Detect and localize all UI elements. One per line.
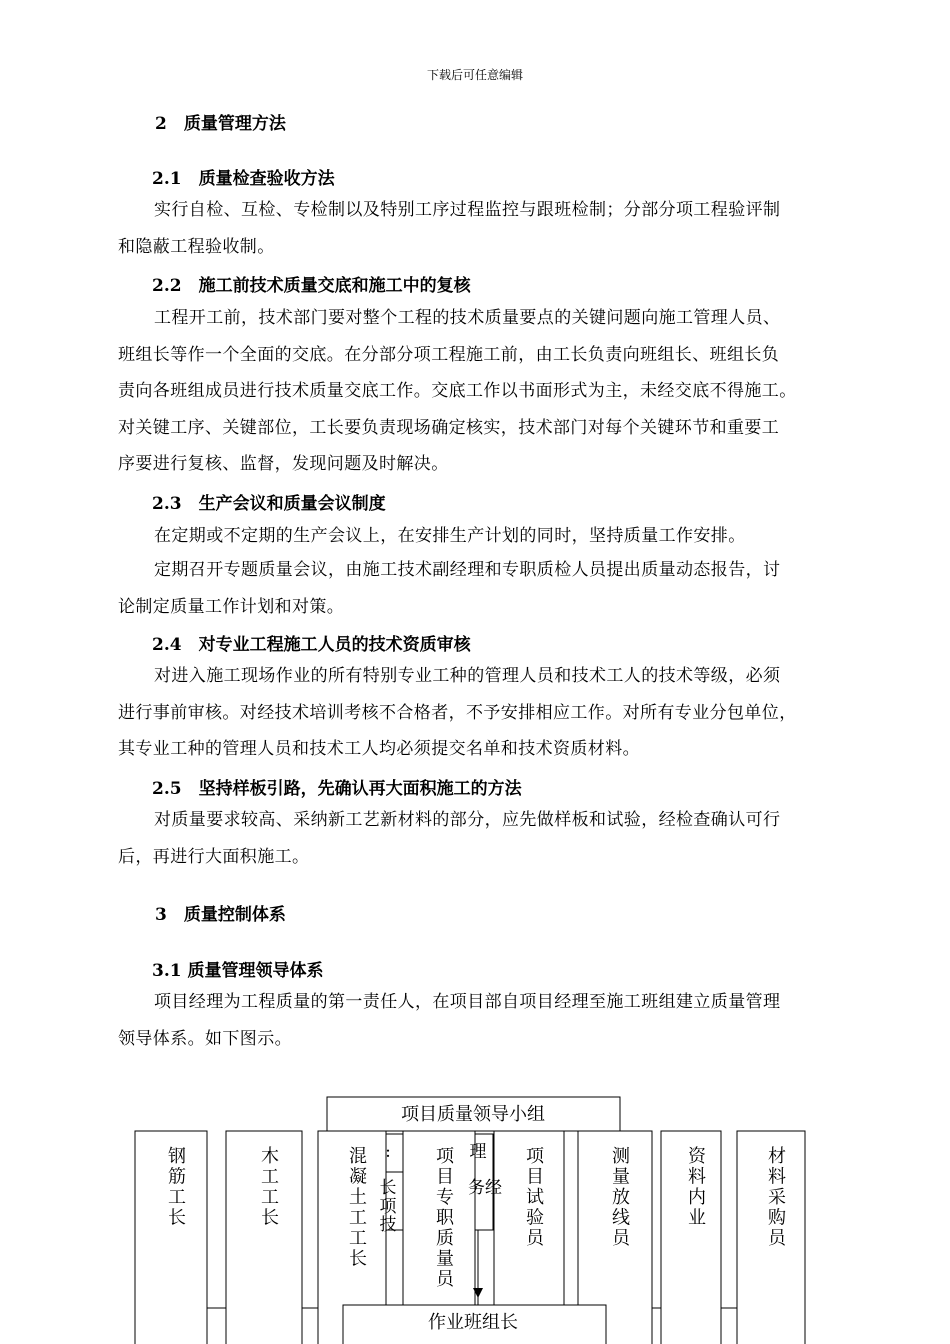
- top-box-label: 项目质量领导小组: [401, 1104, 545, 1125]
- role-box-char: 职: [436, 1207, 454, 1229]
- bottom-box-label: 作业班组长: [428, 1312, 518, 1333]
- paragraph-line: 进行事前审核。对经技术培训考核不合格者，不予安排相应工作。对所有专业分包单位，: [118, 702, 797, 723]
- paragraph-line: 定期召开专题质量会议，由施工技术副经理和专职质检人员提出质量动态报告，讨: [154, 560, 781, 580]
- role-box-char: 土: [349, 1187, 367, 1208]
- role-box-char: 工: [349, 1207, 367, 1229]
- role-box-char: 长: [261, 1207, 279, 1229]
- role-box-char: 项: [436, 1146, 454, 1167]
- paragraph-line: 后，再进行大面积施工。: [118, 846, 310, 867]
- role-box-char: 内: [688, 1187, 706, 1208]
- paragraph-line: 对关键工序、关键部位，工长要负责现场确定核实，技术部门对每个关键环节和重要工: [118, 417, 780, 438]
- role-box-char: 员: [768, 1228, 786, 1249]
- role-box-char: 线: [612, 1207, 630, 1229]
- role-box-char: 员: [526, 1228, 544, 1249]
- paragraph-line: 责向各班组成员进行技术质量交底工作。交底工作以书面形式为主，未经交底不得施工。: [118, 381, 797, 401]
- heading-2-1: 2.1 质量检查验收方法: [152, 169, 335, 189]
- role-box-char: 工: [349, 1228, 367, 1249]
- role-box-char: 工: [168, 1187, 186, 1208]
- role-box-char: 放: [612, 1187, 630, 1208]
- hidden-fragment: :: [385, 1142, 391, 1162]
- heading-2: 2 质量管理方法: [155, 114, 286, 134]
- role-box-char: 项: [526, 1146, 544, 1167]
- role-box-char: 购: [768, 1207, 786, 1229]
- role-box-char: 钢: [168, 1146, 186, 1167]
- role-box-char: 长: [168, 1207, 186, 1229]
- role-box-char: 工: [261, 1187, 279, 1208]
- role-box-char: 混: [349, 1146, 367, 1167]
- role-box-char: 工: [261, 1166, 279, 1188]
- header-note: 下载后可任意编辑: [426, 68, 523, 82]
- heading-2-2: 2.2 施工前技术质量交底和施工中的复核: [152, 276, 471, 296]
- paragraph-line: 论制定质量工作计划和对策。: [118, 596, 345, 617]
- role-box-char: 采: [768, 1187, 786, 1208]
- paragraph-line: 班组长等作一个全面的交底。在分部分项工程施工前，由工长负责向班组长、班组长负: [118, 344, 780, 365]
- role-box-char: 长: [349, 1248, 367, 1270]
- role-box-char: 凝: [349, 1166, 367, 1188]
- heading-3: 3 质量控制体系: [155, 905, 286, 925]
- role-box-char: 试: [526, 1187, 544, 1208]
- role-box-char: 员: [612, 1228, 630, 1249]
- paragraph-line: 项目经理为工程质量的第一责任人，在项目部自项目经理至施工班组建立质量管理: [154, 992, 781, 1012]
- paragraph-line: 在定期或不定期的生产会议上，在安排生产计划的同时，坚持质量工作安排。: [154, 526, 746, 546]
- role-box-char: 资: [688, 1146, 706, 1167]
- role-box-char: 质: [436, 1228, 454, 1249]
- heading-2-4: 2.4 对专业工程施工人员的技术资质审核: [152, 635, 471, 655]
- role-box-char: 材: [768, 1146, 786, 1167]
- paragraph-line: 对质量要求较高、采纳新工艺新材料的部分，应先做样板和试验，经检查确认可行: [154, 810, 781, 830]
- role-box-char: 专: [436, 1187, 454, 1208]
- hidden-fragment: 理: [469, 1142, 487, 1162]
- role-box-char: 料: [688, 1166, 706, 1188]
- hidden-fragment: 务经: [468, 1178, 502, 1198]
- heading-2-5: 2.5 坚持样板引路，先确认再大面积施工的方法: [152, 779, 522, 799]
- role-box-char: 量: [612, 1166, 630, 1188]
- role-box-char: 木: [261, 1146, 279, 1167]
- paragraph-line: 工程开工前，技术部门要对整个工程的技术质量要点的关键问题向施工管理人员、: [154, 308, 781, 328]
- hidden-fragment: 项: [379, 1197, 397, 1217]
- paragraph-line: 和隐蔽工程验收制。: [118, 236, 275, 257]
- paragraph-line: 领导体系。如下图示。: [118, 1028, 292, 1049]
- paragraph-line: 实行自检、互检、专检制以及特别工序过程监控与跟班检制；分部分项工程验评制: [154, 200, 781, 220]
- role-box-char: 员: [436, 1269, 454, 1290]
- role-box-char: 测: [612, 1146, 630, 1167]
- role-box-char: 量: [436, 1248, 454, 1270]
- paragraph-line: 对进入施工现场作业的所有特别专业工种的管理人员和技术工人的技术等级，必须: [154, 666, 781, 686]
- hidden-fragment: 技: [379, 1215, 397, 1235]
- role-box-char: 料: [768, 1166, 786, 1188]
- role-box-char: 筋: [168, 1166, 186, 1188]
- heading-3-1: 3.1 质量管理领导体系: [152, 961, 324, 981]
- role-box-char: 目: [436, 1166, 454, 1188]
- role-box-char: 验: [526, 1207, 544, 1229]
- hidden-fragment: 长: [379, 1178, 397, 1198]
- paragraph-line: 序要进行复核、监督，发现问题及时解决。: [118, 454, 449, 474]
- role-box-char: 业: [688, 1207, 706, 1229]
- role-box-char: 目: [526, 1166, 544, 1188]
- heading-2-3: 2.3 生产会议和质量会议制度: [152, 494, 386, 514]
- paragraph-line: 其专业工种的管理人员和技术工人均必须提交名单和技术资质材料。: [118, 739, 640, 759]
